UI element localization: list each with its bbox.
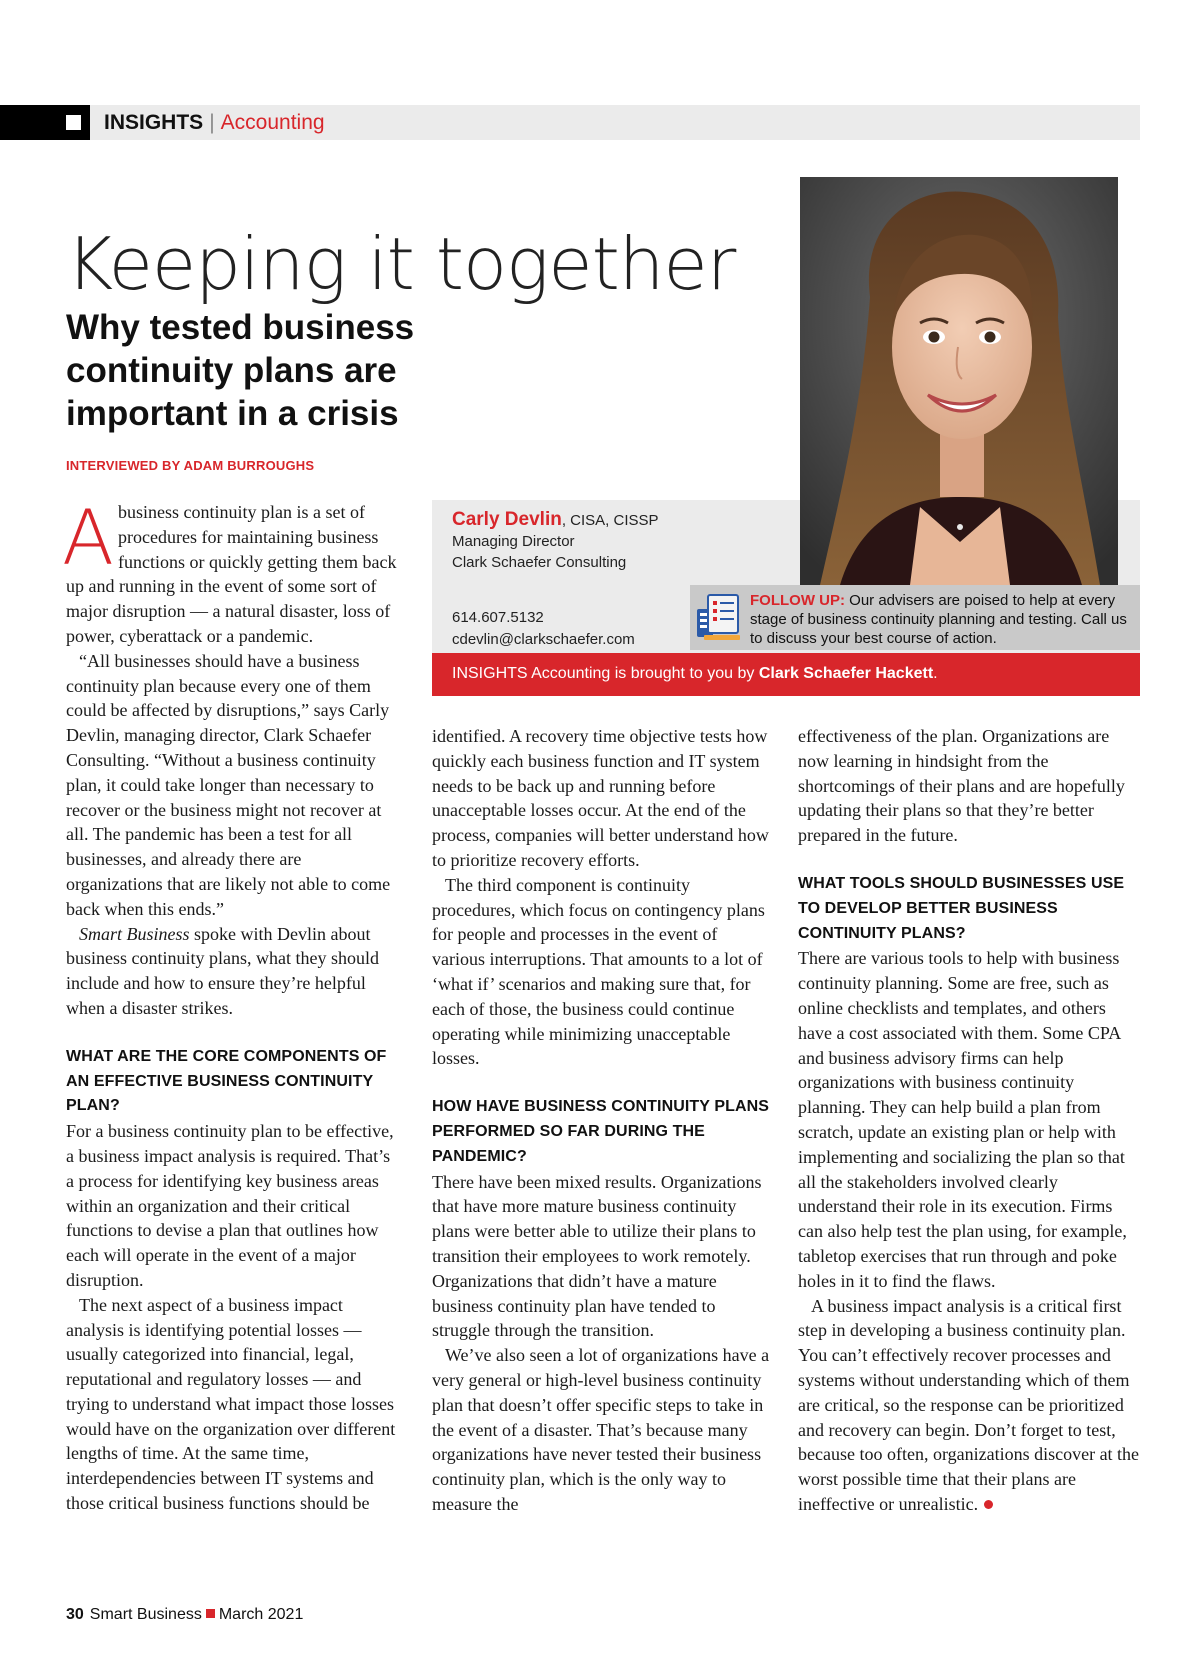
section-separator: | (209, 111, 215, 134)
paragraph: We’ve also seen a lot of organizations have a very general or high-level business continuity plan that doesn’t offer specific steps to take in the event of a disaster. That’s because many organizations have never tested their business continuity plan, which is the only way to measure the (432, 1345, 770, 1514)
paragraph-intro (62, 493, 400, 649)
article-column-2 (432, 724, 770, 1517)
follow-up-text (750, 591, 1138, 648)
issue-date: March 2021 (218, 1606, 304, 1623)
paragraph: The third component is continuity procedures, which focus on contingency plans for people and processes in the event of various interruptions. That amounts to a lot of ‘what if’ scenarios and making sure that, for each of those, the business could continue operating while minimizing unacceptable losses. (432, 874, 765, 1069)
final-text: A business impact analysis is a critical first step in developing a business continuity plan. You can’t effectively recover processes and systems without understanding which of them are critical, so the response can be prioritized and recovery can begin. Don’t forget to test, because too often, organizations discover at the worst possible time that their plans are ineffective or unrealistic. (798, 1295, 1140, 1514)
portrait-illustration (800, 177, 1118, 585)
sponsor-prefix: INSIGHTS Accounting is brought to you by (452, 665, 759, 682)
section-heading: WHAT TOOLS SHOULD BUSINESSES USE TO DEVELOP BETTER BUSINESS CONTINUITY PLANS? (798, 874, 1125, 942)
paragraph-final (798, 1294, 1140, 1517)
section-heading: WHAT ARE THE CORE COMPONENTS OF AN EFFECTIVE BUSINESS CONTINUITY PLAN? (66, 1047, 387, 1115)
follow-up-box (690, 585, 1140, 650)
follow-up-message: Our advisers are poised to help at every stage of business continuity planning and testing. Call us to discuss your best course of action. (750, 592, 1127, 647)
paragraph: There have been mixed results. Organizations that have more mature business continuity plans were better able to utilize their plans to transition their employees to work remotely. Organizations that didn’t have a mature business continuity plan have tended to struggle through the transition. (432, 1171, 762, 1341)
article-column-1 (62, 493, 400, 1516)
footer-square-icon (206, 1609, 215, 1618)
follow-up-label: FOLLOW UP: (750, 592, 845, 609)
article-column-3 (798, 724, 1140, 1517)
paragraph: The next aspect of a business impact analysis is identifying potential losses — usually categorized into financial, legal, reputational and regulatory losses — and trying to understand what impact those losses would have on the organization over different lengths of time. At the same time, interdependencies between IT systems and those critical business functions should be (66, 1294, 396, 1514)
article-byline: INTERVIEWED BY ADAM BURROUGHS (66, 458, 315, 473)
profile-email[interactable]: cdevlin@clarkschaefer.com (452, 631, 635, 648)
profile-name: Carly Devlin (452, 509, 562, 530)
paragraph: There are various tools to help with business continuity planning. Some are free, such as online checklists and templates, and others have a cost associated with them. Some CPA and business advisory firms can help organizations with business continuity planning. They can help build a plan from scratch, update an existing plan or help with implementing and socializing the plan so that all the stakeholders involved clearly understand their role in its execution. Firms can also help test the plan using, for example, tabletop exercises that run through and poke holes in it to find the flaws. (798, 948, 1127, 1291)
section-category: Accounting (220, 111, 325, 134)
paragraph-text: spoke with Devlin about business continuity plans, what they should include and how to ensure they’re helpful when a disaster strikes. (66, 923, 379, 1018)
paragraph: For a business continuity plan to be effective, a business impact analysis is required. That’s a process for identifying key business areas within an organization and their critical functions to devise a plan that outlines how each will operate in the event of a major disruption. (66, 1121, 394, 1290)
article-subtitle: Why tested business continuity plans are important in a crisis (66, 308, 415, 433)
paragraph: “All businesses should have a business continuity plan because every one of them could be affected by disruptions,” says Carly Devlin, managing director, Clark Schaefer Consulting. “Without a business continuity plan, it could take longer than necessary to recover or the business might not recover at all. The pandemic has been a test for all businesses, and already there are organizations that are likely not able to come back when this ends.” (66, 650, 391, 919)
section-header-bar (0, 105, 1140, 140)
paragraph (66, 922, 400, 1021)
document-checklist-icon (694, 591, 744, 643)
profile-role: Managing Director (452, 533, 575, 550)
section-name: INSIGHTS (104, 111, 204, 134)
intro-text: business continuity plan is a set of procedures for maintaining business functions or quickly getting them back up and running in the event of some sort of major disruption — a natural disaster, loss of power, cyberattack or a pandemic. (66, 502, 397, 646)
sponsor-suffix: . (933, 665, 938, 682)
page-number: 30 (66, 1606, 84, 1623)
sponsor-name: Clark Schaefer Hackett (758, 665, 934, 682)
paragraph: effectiveness of the plan. Organizations are now learning in hindsight from the shortcomings of their plans and are hopefully updating their plans so that they’re better prepared in the future. (798, 726, 1125, 846)
section-heading: HOW HAVE BUSINESS CONTINUITY PLANS PERFORMED SO FAR DURING THE PANDEMIC? (432, 1098, 770, 1165)
sponsor-text (452, 665, 938, 683)
profile-name-line (452, 509, 659, 531)
sponsor-bar (432, 653, 1140, 696)
profile-organization: Clark Schaefer Consulting (452, 554, 627, 571)
header-square-icon (66, 115, 81, 130)
portrait-photo (800, 177, 1118, 585)
publication-italic: Smart Business (79, 923, 190, 944)
profile-credentials: , CISA, CISSP (561, 512, 659, 529)
publication-name: Smart Business (89, 1606, 202, 1623)
section-label (104, 111, 325, 135)
profile-phone: 614.607.5132 (452, 609, 544, 626)
page-footer (66, 1606, 303, 1624)
article-title: Keeping it together (66, 222, 736, 306)
drop-cap: A (62, 493, 114, 582)
end-mark-dot-icon (984, 1500, 993, 1509)
paragraph: identified. A recovery time objective tests how quickly each business function and IT system needs to be back up and running before unacceptable losses occur. At the end of the process, companies will better understand how to prioritize recovery efforts. (432, 726, 769, 870)
